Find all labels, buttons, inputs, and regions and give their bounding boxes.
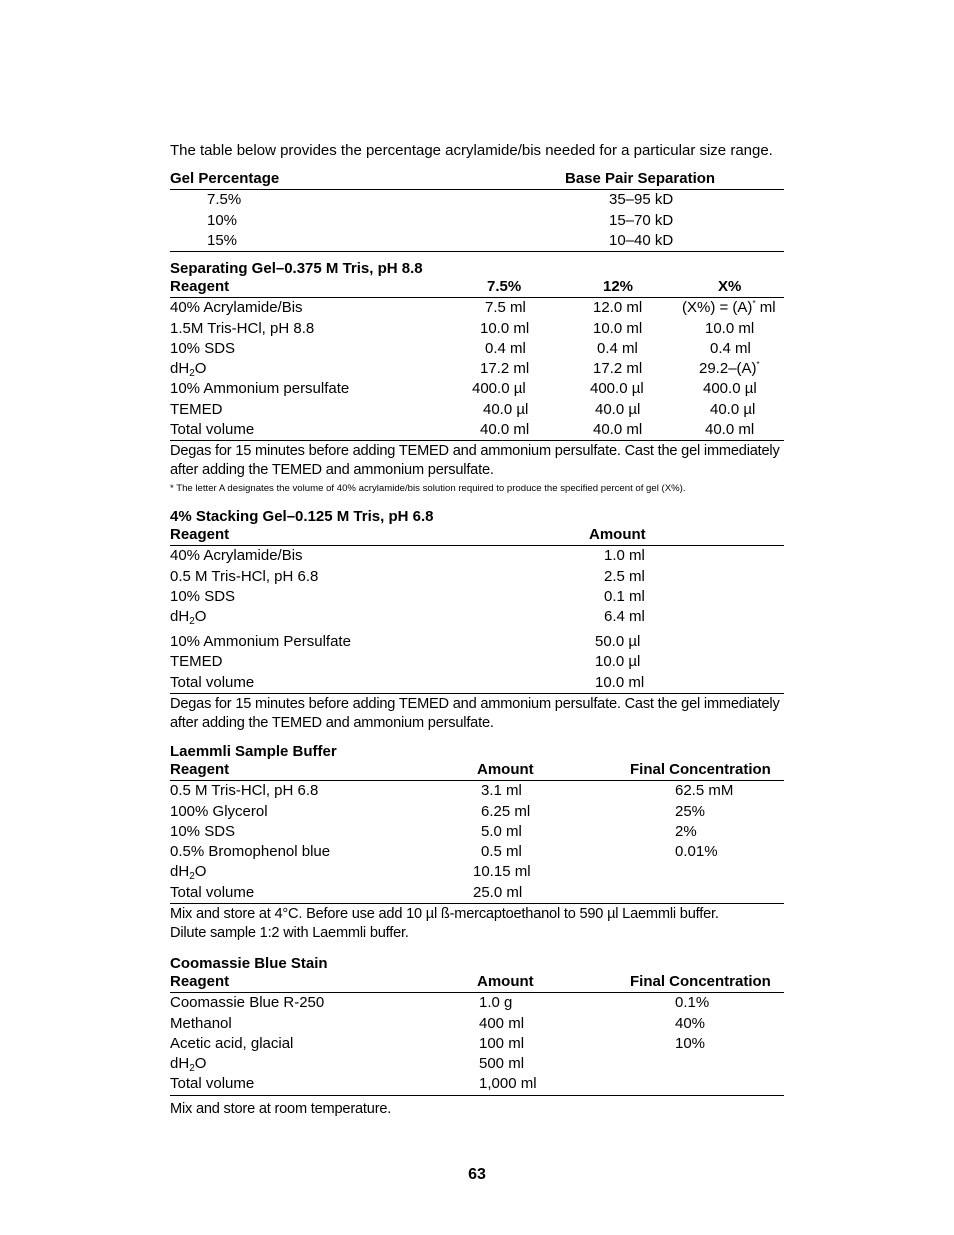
cell-text: O xyxy=(194,1055,207,1073)
cell: 10.0 ml xyxy=(480,319,530,337)
cell: Acetic acid, glacial xyxy=(170,1034,294,1052)
cell-text: O xyxy=(194,863,207,881)
cell: 6.4 ml xyxy=(604,608,645,626)
cell: Methanol xyxy=(170,1014,232,1032)
cell: 40% Acrylamide/Bis xyxy=(170,547,303,565)
note-line: Dilute sample 1:2 with Laemmli buffer. xyxy=(170,925,409,942)
table-row xyxy=(170,781,784,801)
cell-text: dH xyxy=(170,863,190,881)
cell: Total volume xyxy=(170,883,255,901)
cell: Total volume xyxy=(170,1075,255,1093)
cell: 10.0 ml xyxy=(593,319,643,337)
subscript: 2 xyxy=(189,616,195,628)
table-row xyxy=(170,673,784,694)
cell: 10% xyxy=(207,211,238,229)
col-header-gel-percentage: Gel Percentage xyxy=(170,170,280,187)
cell: 40% Acrylamide/Bis xyxy=(170,299,303,317)
title-text: 4% Stacking Gel–0.125 M Tris, pH 6.8 xyxy=(170,508,434,525)
cell: Coomassie Blue R-250 xyxy=(170,994,325,1012)
cell-text: (X%) = (A) xyxy=(682,299,753,317)
cell: 0.4 ml xyxy=(597,339,638,357)
cell: 40.0 µl xyxy=(710,400,756,418)
subscript: 2 xyxy=(189,871,195,883)
col-header-base-pair: Base Pair Separation xyxy=(565,170,716,187)
cell: 10% SDS xyxy=(170,587,236,605)
cell: 0.1 ml xyxy=(604,587,645,605)
page-number: 63 xyxy=(468,1166,486,1183)
cell: 2.5 ml xyxy=(604,567,645,585)
table-header-row xyxy=(170,277,784,298)
table-row xyxy=(170,400,784,420)
table-row xyxy=(170,211,784,231)
cell: 0.1% xyxy=(675,994,710,1012)
stacking-gel-note xyxy=(170,695,784,733)
cell: 35–95 kD xyxy=(609,191,674,209)
table-row xyxy=(170,607,784,632)
table-title xyxy=(170,743,784,760)
cell: 62.5 mM xyxy=(675,782,734,800)
cell: 17.2 ml xyxy=(593,360,643,378)
col-header: Reagent xyxy=(170,973,230,990)
col-header: Amount xyxy=(477,973,534,990)
cell xyxy=(170,607,206,627)
col-header: Amount xyxy=(477,761,534,778)
table-row xyxy=(170,1014,784,1034)
col-header: Reagent xyxy=(170,526,230,543)
table-row xyxy=(170,190,784,210)
table-header-row xyxy=(170,760,784,781)
cell: 10.0 µl xyxy=(595,653,641,671)
table-header-row xyxy=(170,525,784,546)
col-header: 12% xyxy=(603,278,634,295)
cell: 10% Ammonium Persulfate xyxy=(170,633,351,651)
cell: 400.0 µl xyxy=(472,380,526,398)
cell-text: dH xyxy=(170,1055,190,1073)
cell: 40.0 ml xyxy=(593,421,643,439)
cell: 10.0 ml xyxy=(705,319,755,337)
laemmli-buffer-table xyxy=(170,743,784,943)
col-header: Final Concentration xyxy=(630,973,771,990)
table-row xyxy=(170,1074,784,1095)
cell: 10.15 ml xyxy=(473,863,531,881)
cell-text: ml xyxy=(755,299,776,317)
title-text: Separating Gel–0.375 M Tris, pH 8.8 xyxy=(170,260,423,277)
cell: 10.0 ml xyxy=(595,673,645,691)
table-row xyxy=(170,883,784,904)
table-header-row xyxy=(170,169,784,190)
cell: 50.0 µl xyxy=(595,633,641,651)
footnote-mark: * xyxy=(756,360,760,370)
table-row xyxy=(170,359,784,379)
note-line: Mix and store at 4°C. Before use add 10 µl ß-mercaptoethanol to 590 µl Laemmli buffer. xyxy=(170,906,719,923)
cell xyxy=(682,298,776,318)
cell-text: dH xyxy=(170,608,190,626)
subscript: 2 xyxy=(189,368,195,380)
cell: Total volume xyxy=(170,421,255,439)
table-row xyxy=(170,231,784,252)
note-line: Degas for 15 minutes before adding TEMED and ammonium persulfate. Cast the gel immediately xyxy=(170,696,780,713)
cell: 25% xyxy=(675,802,706,820)
col-header: Final Concentration xyxy=(630,761,771,778)
cell: 100 ml xyxy=(479,1034,525,1052)
cell-text: O xyxy=(194,608,207,626)
cell: 0.5 M Tris-HCl, pH 6.8 xyxy=(170,567,319,585)
table-row xyxy=(170,822,784,842)
cell: 40% xyxy=(675,1014,706,1032)
cell: 7.5 ml xyxy=(485,299,526,317)
table-row xyxy=(170,546,784,566)
cell xyxy=(170,862,206,882)
table-row xyxy=(170,652,784,672)
note-line: after adding the TEMED and ammonium persulfate. xyxy=(170,462,494,479)
cell: 12.0 ml xyxy=(593,299,643,317)
table-title xyxy=(170,955,784,972)
cell xyxy=(699,359,760,379)
cell: 7.5% xyxy=(207,191,242,209)
cell: 15% xyxy=(207,231,238,249)
cell: 0.4 ml xyxy=(710,339,751,357)
cell: 1.0 ml xyxy=(604,547,645,565)
table-row xyxy=(170,1054,784,1074)
cell: 0.5 ml xyxy=(481,843,522,861)
gel-percentage-table xyxy=(170,169,784,252)
table-title xyxy=(170,260,784,277)
cell: 5.0 ml xyxy=(481,822,522,840)
table-row xyxy=(170,802,784,822)
table-header-row xyxy=(170,972,784,993)
col-header: X% xyxy=(718,278,742,295)
laemmli-note xyxy=(170,905,784,943)
cell: 25.0 ml xyxy=(473,883,523,901)
table-row xyxy=(170,379,784,399)
cell: 0.5 M Tris-HCl, pH 6.8 xyxy=(170,782,319,800)
cell: TEMED xyxy=(170,400,223,418)
table-row xyxy=(170,1034,784,1054)
table-row xyxy=(170,339,784,359)
cell-text: dH xyxy=(170,360,190,378)
cell: 40.0 ml xyxy=(480,421,530,439)
col-header: Amount xyxy=(589,526,646,543)
cell: 10% SDS xyxy=(170,822,236,840)
table-row xyxy=(170,842,784,862)
table-row xyxy=(170,632,784,652)
stacking-gel-table xyxy=(170,508,784,733)
separating-gel-note xyxy=(170,442,784,480)
footnote: * The letter A designates the volume of 40% acrylamide/bis solution required to produce the specified percent of gel (X%). xyxy=(170,483,686,495)
intro-sentence: The table below provides the percentage acrylamide/bis needed for a particular size range. xyxy=(170,142,773,159)
table-row xyxy=(170,567,784,587)
col-header: Reagent xyxy=(170,761,230,778)
coomassie-stain-table xyxy=(170,955,784,1119)
cell: 0.4 ml xyxy=(485,339,526,357)
cell: 1.5M Tris-HCl, pH 8.8 xyxy=(170,319,315,337)
cell: 3.1 ml xyxy=(481,782,522,800)
cell xyxy=(170,359,206,379)
cell: 400 ml xyxy=(479,1014,525,1032)
cell-text: 29.2–(A) xyxy=(699,360,757,378)
note-line: Degas for 15 minutes before adding TEMED and ammonium persulfate. Cast the gel immediately xyxy=(170,443,780,460)
table-row xyxy=(170,993,784,1013)
intro-text xyxy=(170,141,784,161)
title-text: Laemmli Sample Buffer xyxy=(170,743,337,760)
coomassie-note xyxy=(170,1100,784,1119)
col-header: Reagent xyxy=(170,278,230,295)
cell: 10% SDS xyxy=(170,339,236,357)
cell: 40.0 µl xyxy=(483,400,529,418)
cell: 0.01% xyxy=(675,843,718,861)
cell: 400.0 µl xyxy=(590,380,644,398)
cell: 400.0 µl xyxy=(703,380,757,398)
cell: 40.0 ml xyxy=(705,421,755,439)
subscript: 2 xyxy=(189,1063,195,1075)
title-text: Coomassie Blue Stain xyxy=(170,955,328,972)
note-line: after adding the TEMED and ammonium persulfate. xyxy=(170,715,494,732)
cell: 10% Ammonium persulfate xyxy=(170,380,350,398)
document-page xyxy=(170,0,784,1235)
cell: 15–70 kD xyxy=(609,211,674,229)
cell: Total volume xyxy=(170,673,255,691)
cell: 10–40 kD xyxy=(609,231,674,249)
table-row xyxy=(170,862,784,882)
footnote-mark: * xyxy=(752,299,756,309)
cell: 0.5% Bromophenol blue xyxy=(170,843,331,861)
cell: 1,000 ml xyxy=(479,1075,537,1093)
table-row xyxy=(170,420,784,441)
cell: 40.0 µl xyxy=(595,400,641,418)
table-row xyxy=(170,319,784,339)
cell: TEMED xyxy=(170,653,223,671)
table-title xyxy=(170,508,784,525)
col-header: 7.5% xyxy=(487,278,522,295)
cell: 500 ml xyxy=(479,1055,525,1073)
note-line: Mix and store at room temperature. xyxy=(170,1100,392,1117)
cell-text: O xyxy=(194,360,207,378)
cell: 17.2 ml xyxy=(480,360,530,378)
cell xyxy=(170,1054,206,1074)
table-row xyxy=(170,587,784,607)
cell: 6.25 ml xyxy=(481,802,531,820)
cell: 100% Glycerol xyxy=(170,802,268,820)
separating-gel-table xyxy=(170,260,784,495)
cell: 10% xyxy=(675,1034,706,1052)
cell: 2% xyxy=(675,822,697,840)
table-row xyxy=(170,298,784,318)
cell: 1.0 g xyxy=(479,994,513,1012)
